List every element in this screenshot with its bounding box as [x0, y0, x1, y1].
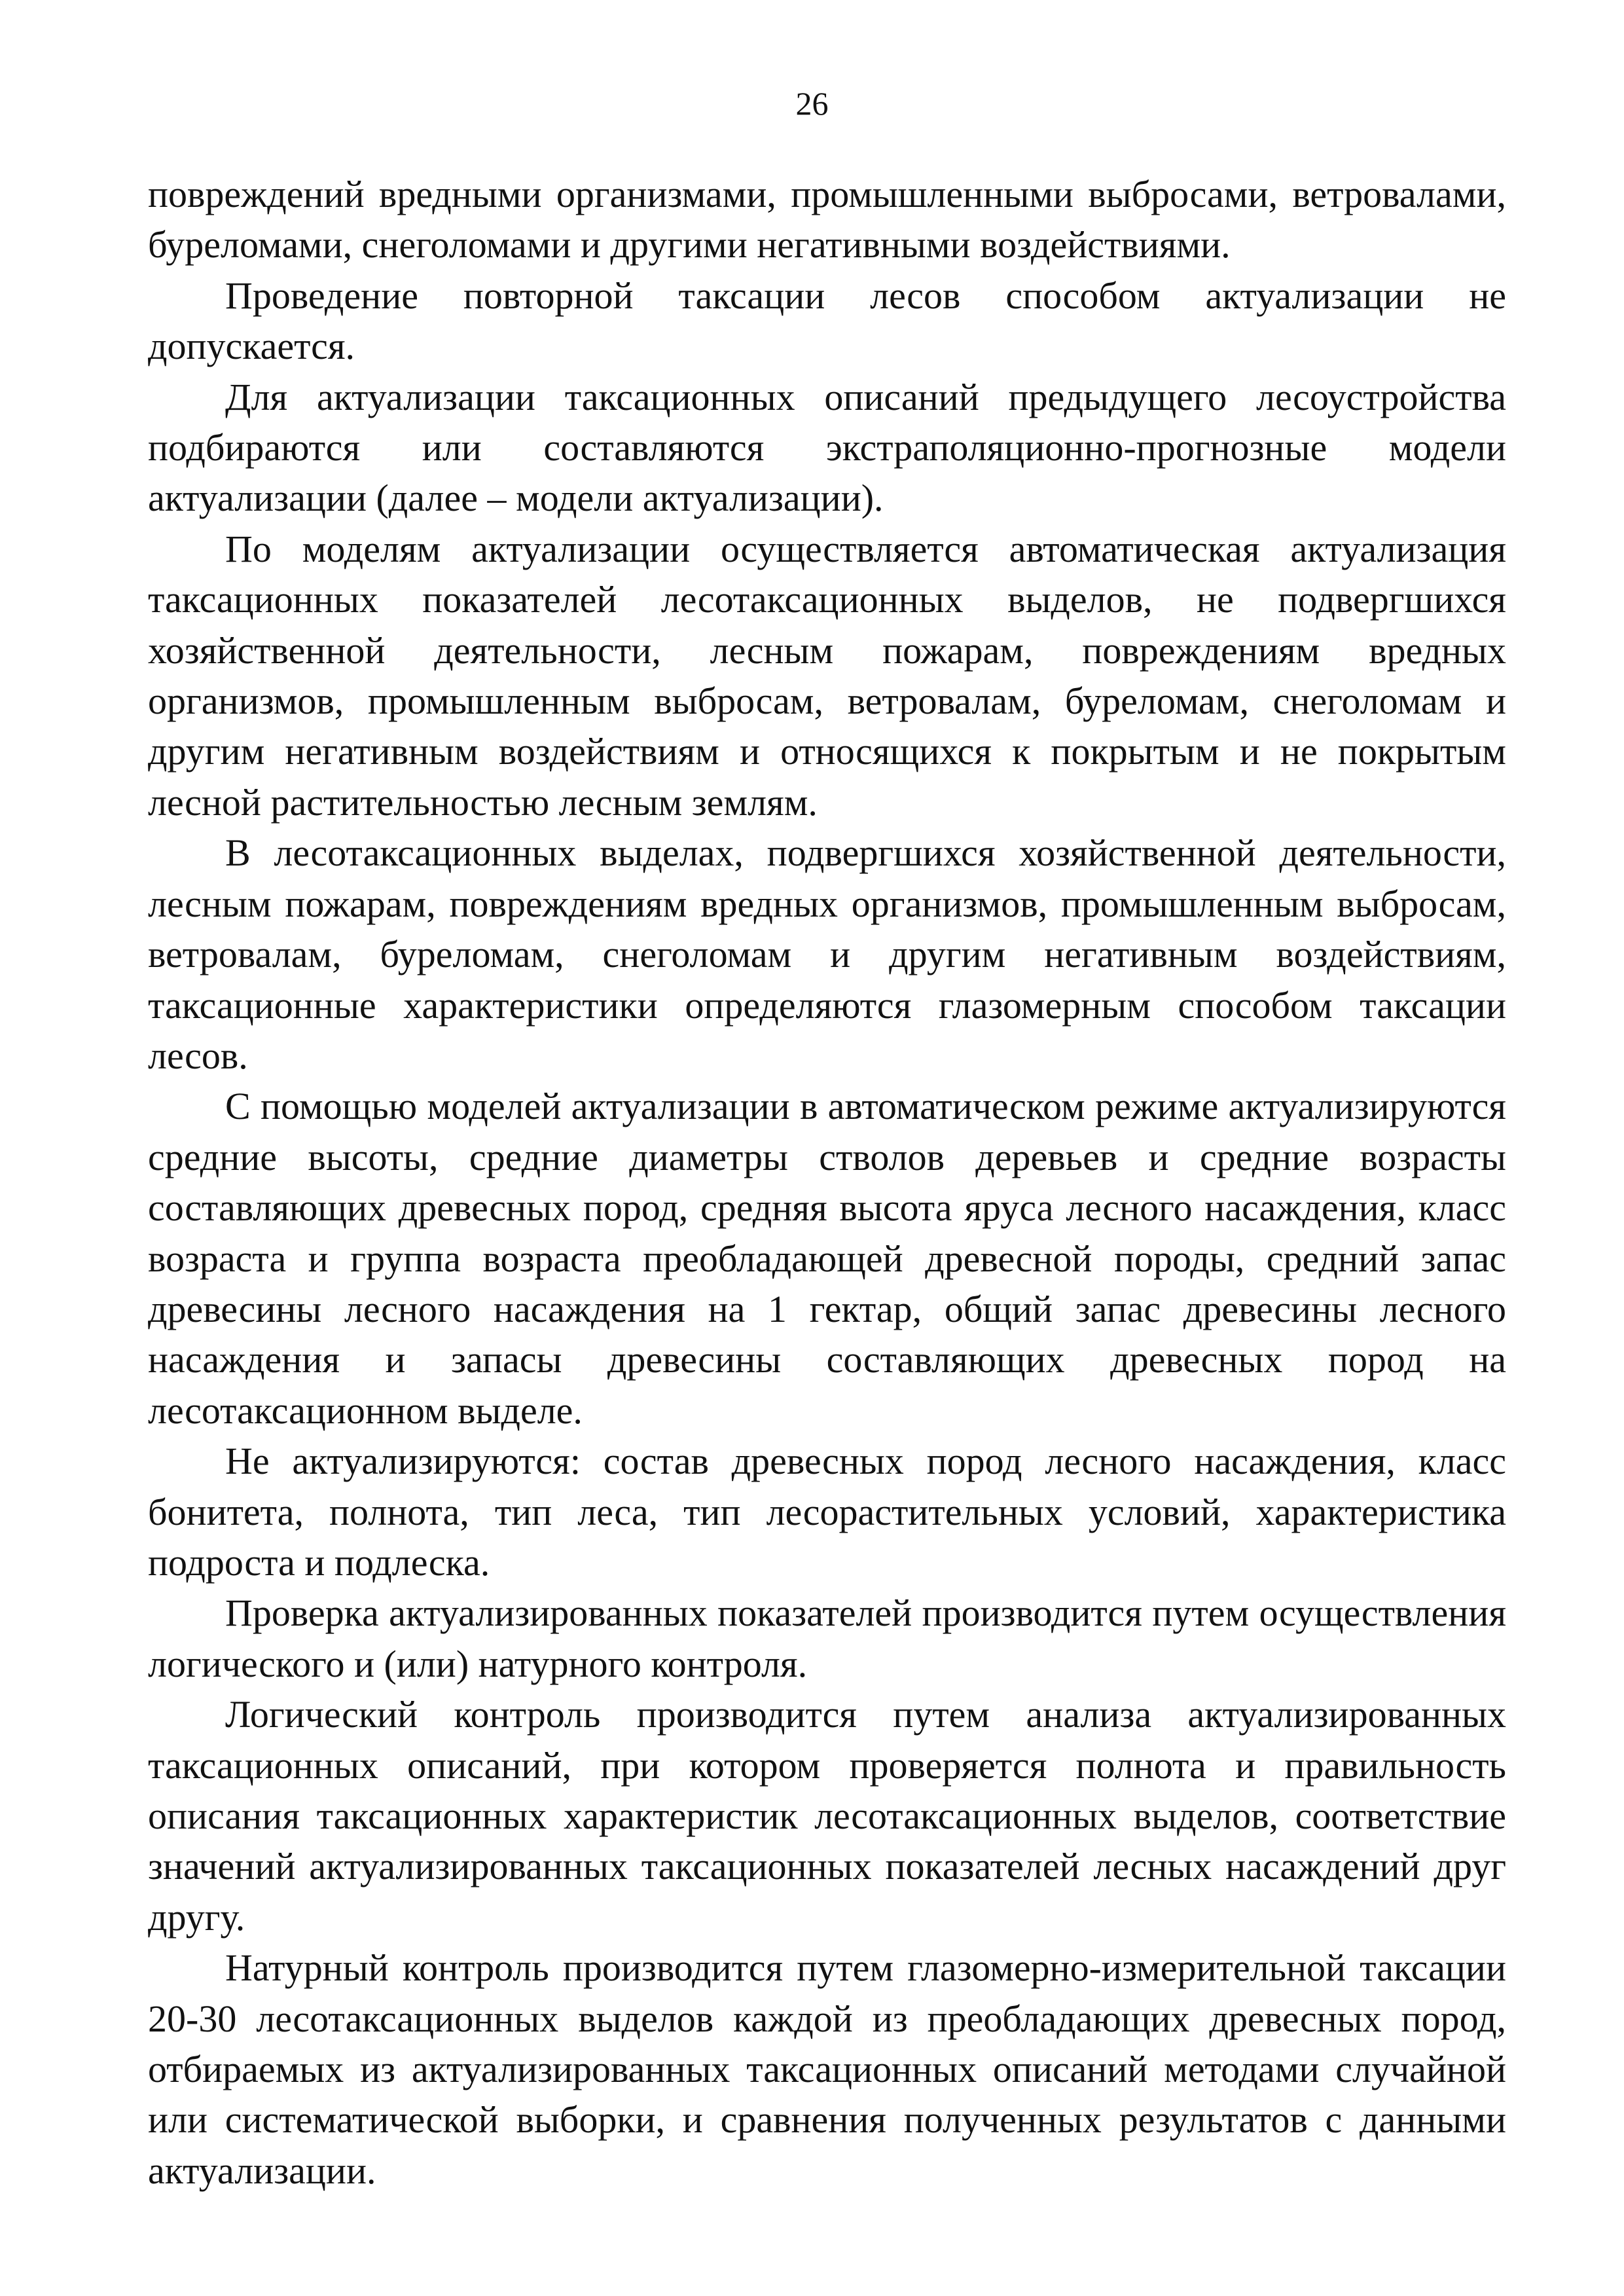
paragraph-continuation: повреждений вредными организмами, промышленными выбросами, ветровалами, буреломами, снеголомами и другими негативными воздействиями.: [148, 173, 1506, 266]
paragraph: Для актуализации таксационных описаний предыдущего лесоустройства подбираются или составляются экстраполяционно-прогнозные модели актуализации (далее – модели актуализации).: [148, 375, 1506, 520]
document-body: [148, 169, 1506, 2196]
page-number: 26: [795, 85, 829, 122]
paragraph: Натурный контроль производится путем глазомерно-измерительной таксации 20-30 лесотаксационных выделов каждой из преобладающих древесных пород, отбираемых из актуализированных таксационных описаний методами случайной или систематической выборки, и сравнения полученных результатов с данными актуализации.: [148, 1946, 1506, 2192]
paragraph: В лесотаксационных выделах, подвергшихся хозяйственной деятельности, лесным пожарам, повреждениям вредных организмов, промышленным выбросам, ветровалам, буреломам, снеголомам и другим негативным воздействиям, таксационные характеристики определяются глазомерным способом таксации лесов.: [148, 831, 1506, 1077]
paragraph: По моделям актуализации осуществляется автоматическая актуализация таксационных показателей лесотаксационных выделов, не подвергшихся хозяйственной деятельности, лесным пожарам, повреждениям вредных организмов, промышленным выбросам, ветровалам, буреломам, снеголомам и другим негативным воздействиям и относящихся к покрытым и не покрытым лесной растительностью лесным землям.: [148, 527, 1506, 824]
paragraph: Не актуализируются: состав древесных пород лесного насаждения, класс бонитета, полнота, тип леса, тип лесорастительных условий, характеристика подроста и подлеска.: [148, 1440, 1506, 1584]
paragraph: Логический контроль производится путем анализа актуализированных таксационных описаний, при котором проверяется полнота и правильность описания таксационных характеристик лесотаксационных выделов, соответствие значений актуализированных таксационных показателей лесных насаждений друг другу.: [148, 1693, 1506, 1939]
paragraph: Проведение повторной таксации лесов способом актуализации не допускается.: [148, 274, 1506, 368]
paragraph: С помощью моделей актуализации в автоматическом режиме актуализируются средние высоты, средние диаметры стволов деревьев и средние возрасты составляющих древесных пород, средняя высота яруса лесного насаждения, класс возраста и группа возраста преобладающей древесной породы, средний запас древесины лесного насаждения на 1 гектар, общий запас древесины лесного насаждения и запасы древесины составляющих древесных пород на лесотаксационном выделе.: [148, 1085, 1506, 1432]
paragraph: Проверка актуализированных показателей производится путем осуществления логического и (или) натурного контроля.: [148, 1592, 1506, 1685]
